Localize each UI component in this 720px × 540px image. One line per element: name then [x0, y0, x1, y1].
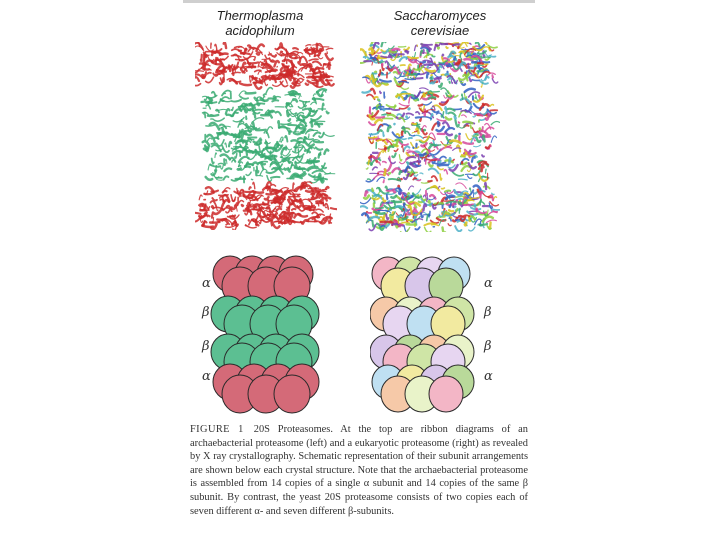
caption-label: FIGURE 1 — [190, 424, 244, 435]
beta-rings-ribbon — [202, 88, 335, 183]
left-label-alpha-top: α — [202, 276, 211, 291]
alpha-ring-ribbon-top — [195, 42, 334, 89]
right-label-alpha-top: α — [484, 276, 493, 291]
figure-caption — [190, 423, 528, 518]
left-ribbon-diagram — [195, 42, 337, 230]
left-title-line1: Thermoplasma — [216, 8, 304, 23]
subunit — [274, 375, 310, 413]
yeast-alpha-ring-front-bottom — [381, 376, 463, 412]
yeast-alpha-ribbon-top — [360, 42, 498, 89]
right-title-line2: cerevisiae — [410, 23, 470, 38]
right-species-title — [365, 8, 515, 38]
left-label-beta-lower: β — [202, 339, 210, 354]
yeast-alpha-ribbon-bottom — [360, 183, 499, 232]
alpha-ring-front-bottom — [222, 375, 310, 413]
top-rule — [183, 0, 535, 3]
right-label-beta-upper: β — [484, 305, 492, 320]
alpha-ring-ribbon-bottom — [195, 182, 337, 230]
caption-text: 20S Proteasomes. At the top are ribbon diagrams of an archaebacterial proteasome (left) and a eukaryotic proteasome (right) as revealed by X ray crystallography. Schematic representation of their subunit arrangements are shown below each crystal structure. Note that the archaebacterial proteasome is assembled from 14 copies of a single α subunit and 14 copies of the same β subunit. By contrast, the yeast 20S proteasome consists of two copies each of seven different α- and seven different β-subunits. — [190, 424, 528, 517]
right-ribbon-diagram — [360, 42, 500, 232]
right-label-alpha-bottom: α — [484, 369, 493, 384]
yeast-beta-ribbon — [362, 88, 499, 183]
right-title-line1: Saccharomyces — [393, 8, 487, 23]
left-species-title — [185, 8, 335, 38]
left-label-alpha-bottom: α — [202, 369, 211, 384]
subunit — [429, 376, 463, 412]
left-subunit-schematic — [210, 252, 328, 418]
left-label-beta-upper: β — [202, 305, 210, 320]
right-subunit-schematic — [370, 252, 480, 418]
left-title-line2: acidophilum — [225, 23, 295, 38]
right-label-beta-lower: β — [484, 339, 492, 354]
